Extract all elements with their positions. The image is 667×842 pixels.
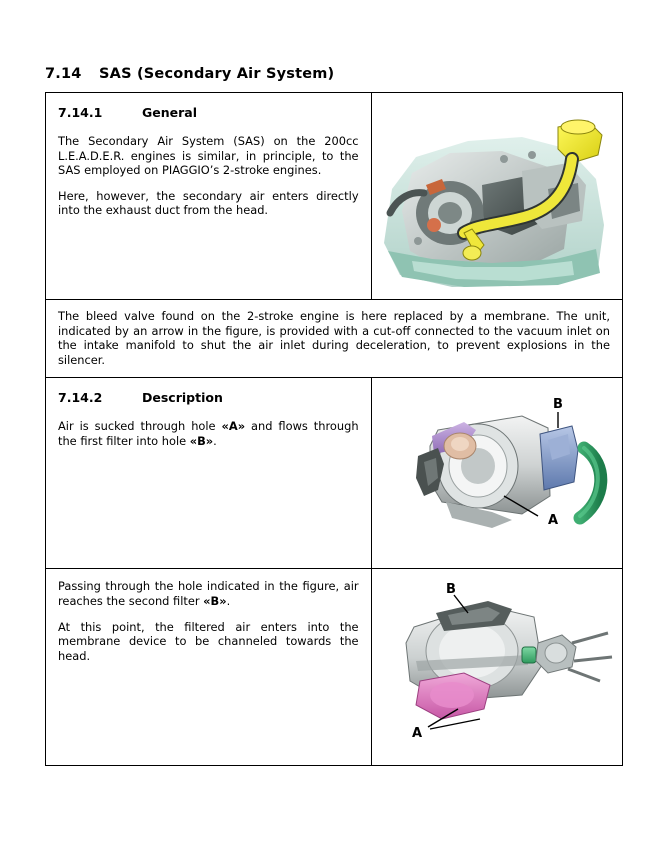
section-number-general: 7.14.1: [58, 105, 103, 120]
svg-text:B: B: [445, 582, 456, 598]
content-table: [45, 92, 623, 766]
membrane-device-diagram: [372, 569, 622, 765]
table-row-membrane: [46, 569, 623, 766]
section-title-description: Description: [142, 390, 223, 406]
paragraph-note: The bleed valve found on the 2-stroke engine is here replaced by a membrane. The unit, indicated by an arrow in the figure, is provided with a cut-off connected to the vacuum inlet on the intake manifold to shut the air inlet during deceleration, to prevent explosions in the silencer.: [58, 309, 610, 367]
chapter-number: 7.14: [45, 66, 82, 82]
section-title-general: General: [142, 105, 197, 120]
cell-membrane-text: [46, 569, 372, 766]
svg-text:A: A: [411, 726, 422, 742]
air-filter-housing-diagram: [372, 378, 622, 568]
cell-general-text: [46, 93, 372, 300]
cell-description-figure: [371, 378, 622, 569]
engine-sas-assembly-photo: [372, 93, 622, 299]
svg-text:A: A: [547, 513, 558, 529]
cell-note: [46, 300, 623, 378]
section-heading-general: [58, 105, 359, 120]
chapter-title-text: SAS (Secondary Air System): [99, 66, 335, 82]
svg-text:B: B: [552, 397, 563, 413]
section-number-description: 7.14.2: [58, 390, 103, 406]
page-title: [45, 66, 334, 82]
table-row-general: [46, 93, 623, 300]
paragraph-membrane-1: Passing through the hole indicated in the figure, air reaches the second filter «B».: [58, 579, 359, 608]
paragraph-general-1: The Secondary Air System (SAS) on the 200cc L.E.A.D.E.R. engines is similar, in principle, to the SAS employed on PIAGGIO’s 2-stroke engines.: [58, 134, 359, 178]
table-row-description: [46, 378, 623, 569]
paragraph-membrane-2: At this point, the filtered air enters into the membrane device to be channeled towards the head.: [58, 619, 359, 663]
cell-general-figure: [371, 93, 622, 300]
table-row-note: [46, 300, 623, 378]
paragraph-description-1: Air is sucked through hole «A» and flows through the first filter into hole «B».: [58, 419, 359, 448]
cell-membrane-figure: [371, 569, 622, 766]
cell-description-text: [46, 378, 372, 569]
paragraph-general-2: Here, however, the secondary air enters directly into the exhaust duct from the head.: [58, 188, 359, 218]
section-heading-description: [58, 390, 359, 405]
